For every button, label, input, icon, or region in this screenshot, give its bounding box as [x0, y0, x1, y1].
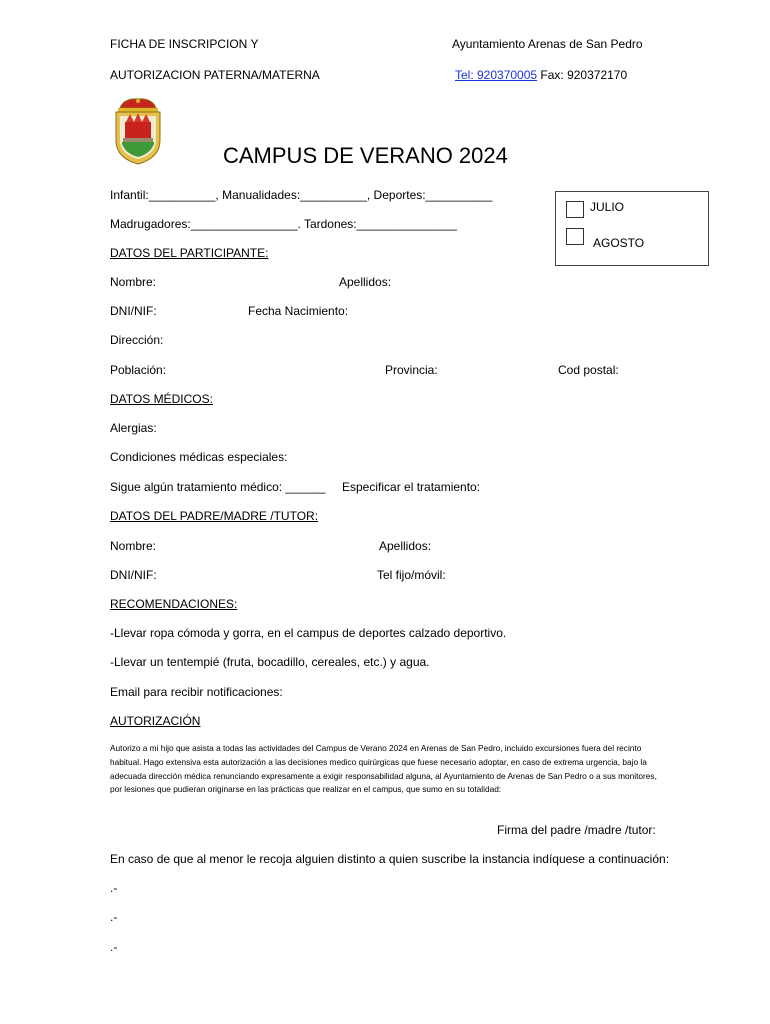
postal-code-label: Cod postal:: [558, 363, 619, 377]
participant-name-label: Nombre:: [110, 275, 157, 289]
guardian-dni-label: DNI/NIF:: [110, 568, 157, 582]
pickup-line: .-: [110, 910, 118, 924]
pickup-line: .-: [110, 881, 118, 895]
form-type-line2: AUTORIZACION PATERNA/MATERNA: [110, 68, 320, 82]
birthdate-label: Fecha Nacimiento:: [248, 304, 349, 318]
month-selection-box: [555, 191, 709, 266]
conditions-label: Condiciones médicas especiales:: [110, 450, 288, 464]
agosto-label: AGOSTO: [593, 236, 645, 250]
form-type-line1: FICHA DE INSCRIPCION Y: [110, 37, 259, 51]
participant-surname-label: Apellidos:: [339, 275, 392, 289]
recommendations-heading: RECOMENDACIONES:: [110, 597, 238, 611]
julio-label: JULIO: [590, 200, 625, 214]
signature-label: Firma del padre /madre /tutor:: [497, 823, 656, 837]
coat-of-arms-icon: [110, 96, 166, 166]
recommendation-item: -Llevar un tentempié (fruta, bocadillo, cereales, etc.) y agua.: [110, 655, 430, 669]
phone-link[interactable]: Tel: 920370005: [455, 68, 538, 82]
medical-heading: DATOS MÉDICOS:: [110, 392, 213, 406]
province-label: Provincia:: [385, 363, 438, 377]
authorization-text: Autorizo a mi hijo que asista a todas las actividades del Campus de Verano 2024 en Arenas de San Pedro, incluido excursiones fuera del recinto habitual. Hago extensiva esta autorización a las decisiones medico quirúrgicas que fuese necesario adoptar, en caso de extrema urgencia, bajo la adecuada dirección médica renunciando expresamente a exigir responsabilidad alguna, al Ayuntamiento de Arenas de San Pedro o a sus monitores, por lesiones que pudieran originarse en las prácticas que realizar en el campus, que sumo en su totalidad:: [110, 743, 657, 795]
allergies-label: Alergias:: [110, 421, 157, 435]
phone-label: Tel fijo/móvil:: [377, 568, 446, 582]
participant-dni-label: DNI/NIF:: [110, 304, 157, 318]
page-title: CAMPUS DE VERANO 2024: [223, 143, 508, 168]
municipality-name: Ayuntamiento Arenas de San Pedro: [452, 37, 643, 51]
fax-number: Fax: 920372170: [537, 68, 628, 82]
guardian-heading: DATOS DEL PADRE/MADRE /TUTOR:: [110, 509, 319, 523]
guardian-name-label: Nombre:: [110, 539, 157, 553]
contact-line: [455, 68, 627, 82]
agosto-checkbox[interactable]: [566, 228, 584, 245]
pickup-instructions: En caso de que al menor le recoja alguien distinto a quien suscribe la instancia indíquese a continuación:: [110, 852, 670, 866]
activities-line2: Madrugadores:________________. Tardones:_______________: [110, 217, 457, 231]
town-label: Población:: [110, 363, 167, 377]
email-label: Email para recibir notificaciones:: [110, 685, 283, 699]
julio-checkbox[interactable]: [566, 201, 584, 218]
activities-line1: Infantil:__________, Manualidades:__________, Deportes:__________: [110, 188, 493, 202]
treatment-detail-label: Especificar el tratamiento:: [342, 480, 481, 494]
address-label: Dirección:: [110, 333, 164, 347]
recommendation-item: -Llevar ropa cómoda y gorra, en el campus de deportes calzado deportivo.: [110, 626, 507, 640]
authorization-heading: AUTORIZACIÓN: [110, 714, 201, 728]
guardian-surname-label: Apellidos:: [379, 539, 432, 553]
treatment-label: Sigue algún tratamiento médico: ______: [110, 480, 326, 494]
participant-heading: DATOS DEL PARTICIPANTE:: [110, 246, 269, 260]
pickup-line: .-: [110, 940, 118, 954]
